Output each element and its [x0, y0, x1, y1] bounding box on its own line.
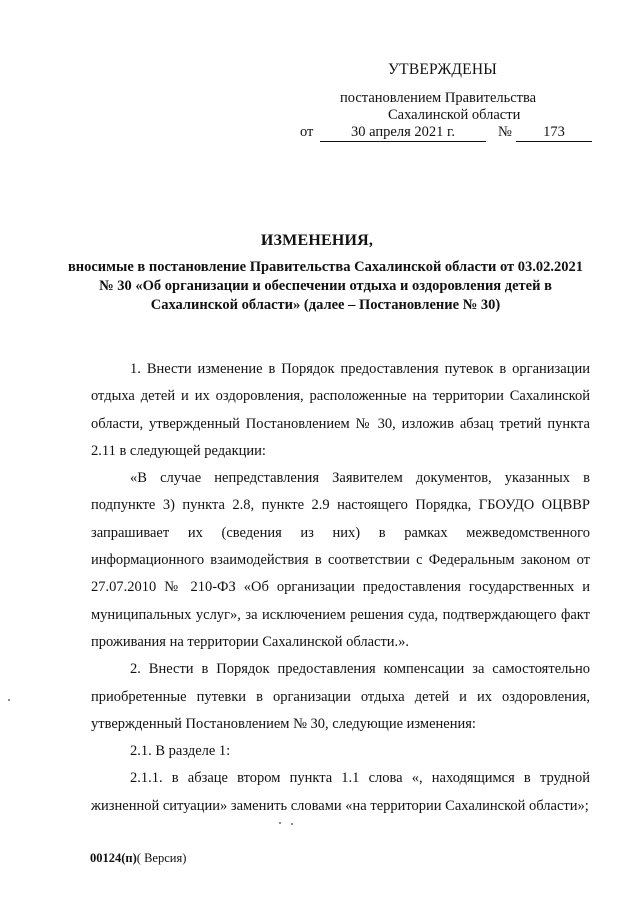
document-body: [91, 356, 590, 820]
approval-date: 30 апреля 2021 г.: [320, 124, 486, 142]
scan-speck: [291, 823, 293, 825]
scan-speck: [8, 699, 10, 701]
document-subheading: вносимые в постановление Правительства Сахалинской области от 03.02.2021 № 30 «Об организации и обеспечении отдыха и оздоровления детей в Сахалинской области» (далее – Постановление № 30): [67, 259, 584, 313]
approval-number: 173: [516, 124, 592, 142]
paragraph-2: «В случае непредставления Заявителем документов, указанных в подпункте 3) пункта 2.8, пункте 2.9 настоящего Порядка, ГБОУДО ОЦВВР запрашивает их (сведения из них) в рамках межведомственного информационного взаимодействия в соответствии с Федеральным законом от 27.07.2010 № 210-ФЗ «Об организации предоставления государственных и муниципальных услуг», за исключением решения суда, подтверждающего факт проживания на территории Сахалинской области.».: [91, 470, 590, 650]
scan-speck: [279, 822, 281, 824]
approval-line-2: Сахалинской области: [388, 107, 521, 123]
from-label: от: [300, 124, 314, 140]
paragraph-5: 2.1.1. в абзаце втором пункта 1.1 слова «, находящимся в трудной жизненной ситуации» заменить словами «на территории Сахалинской области»;: [91, 770, 590, 814]
document-version: ( Версия): [136, 851, 187, 865]
paragraph-1: 1. Внести изменение в Порядок предоставления путевок в организации отдыха детей и их оздоровления, расположенные на территории Сахалинской области, утвержденный Постановлением № 30, изложив абзац третий пункта 2.11 в следующей редакции:: [91, 361, 590, 459]
approval-line-1: постановлением Правительства: [340, 90, 537, 106]
approval-title: УТВЕРЖДЕНЫ: [388, 61, 497, 78]
document-heading: ИЗМЕНЕНИЯ,: [260, 232, 374, 249]
number-sign: №: [498, 124, 512, 140]
paragraph-4: 2.1. В разделе 1:: [130, 743, 231, 760]
approval-date-row: [300, 124, 600, 142]
document-code: 00124(п): [90, 851, 137, 865]
footer-code: [90, 851, 186, 866]
paragraph-3: 2. Внести в Порядок предоставления компенсации за самостоятельно приобретенные путевки в организации отдыха детей и их оздоровления, утвержденный Постановлением № 30, следующие изменения:: [91, 661, 590, 732]
